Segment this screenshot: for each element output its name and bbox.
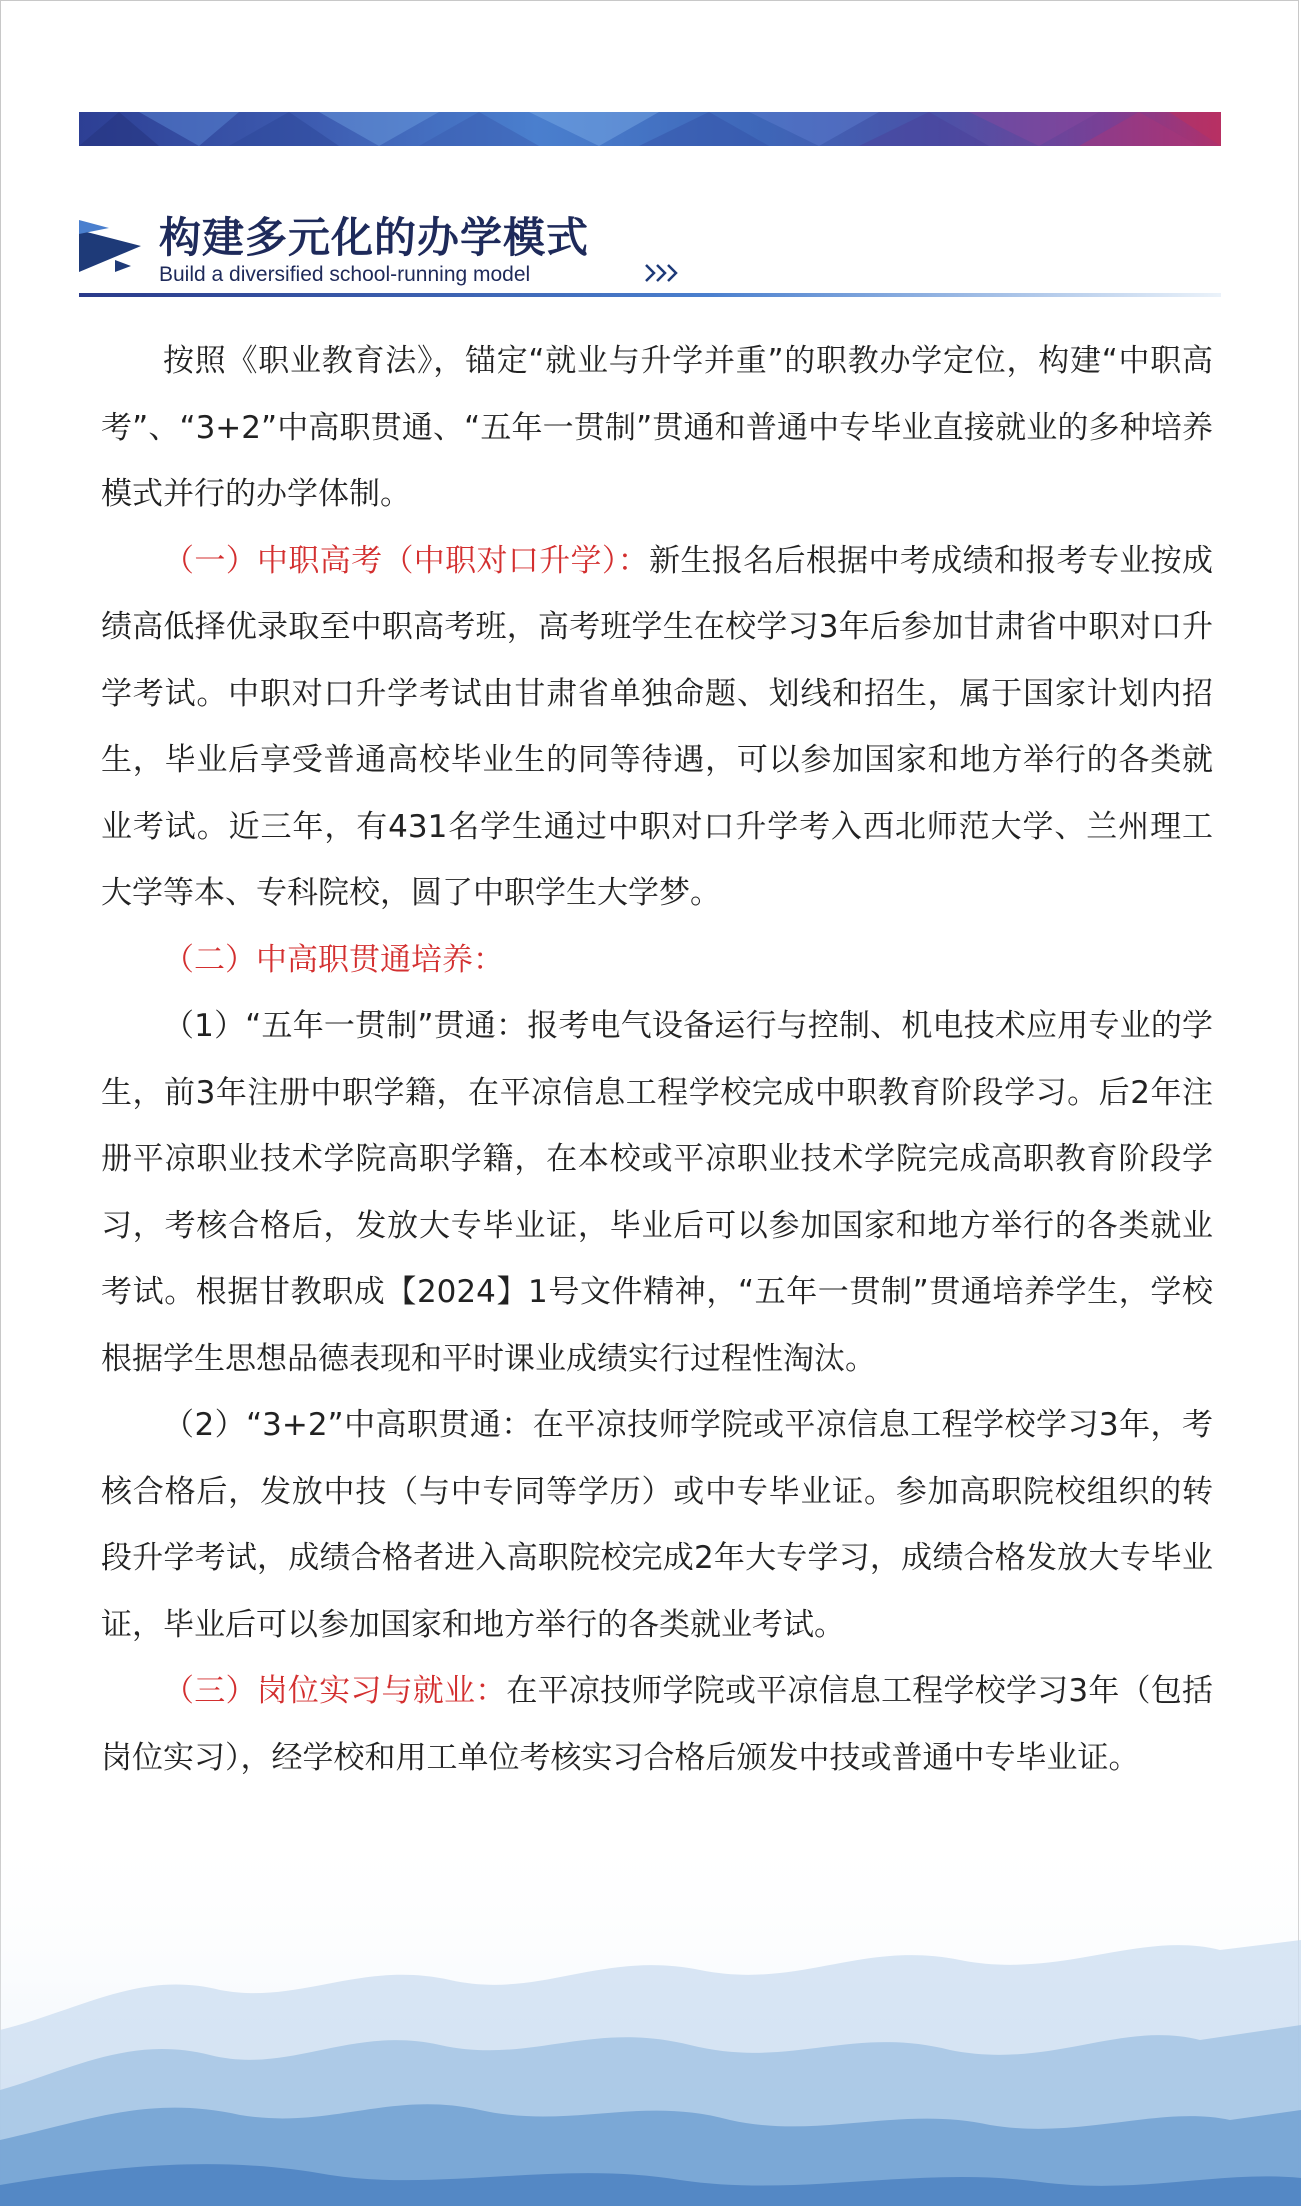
section1-text: 新生报名后根据中考成绩和报考专业按成绩高低择优录取至中职高考班，高考班学生在校学习3年后参加甘肃省中职对口升学考试。中职对口升学考试由甘肃省单独命题、划线和招生，属于国家计划内招生，毕业后享受普通高校毕业生的同等待遇，可以参加国家和地方举行的各类就业考试。近三年，有431名学生通过中职对口升学考入西北师范大学、兰州理工大学等本、专科院校，圆了中职学生大学梦。 — [101, 542, 1214, 911]
section2-label: （二）中高职贯通培养： — [163, 941, 504, 978]
item1-paragraph: （1）“五年一贯制”贯通：报考电气设备运行与控制、机电技术应用专业的学生，前3年注册中职学籍，在平凉信息工程学校完成中职教育阶段学习。后2年注册平凉职业技术学院高职学籍，在本校或平凉职业技术学院完成高职教育阶段学习，考核合格后，发放大专毕业证，毕业后可以参加国家和地方举行的各类就业考试。根据甘教职成【2024】1号文件精神，“五年一贯制”贯通培养学生，学校根据学生思想品德表现和平时课业成绩实行过程性淘汰。 — [101, 1008, 1213, 1377]
section-heading — [79, 205, 1221, 300]
section3-paragraph — [101, 1658, 1213, 1791]
section3-label: （三）岗位实习与就业： — [163, 1673, 507, 1709]
section1-label: （一）中职高考（中职对口升学）： — [163, 542, 650, 579]
article-body — [101, 328, 1213, 1791]
decorative-banner — [79, 112, 1221, 146]
heading-underline — [79, 293, 1221, 297]
section1-paragraph — [101, 528, 1213, 927]
intro-paragraph: 按照《职业教育法》，锚定“就业与升学并重”的职教办学定位，构建“中职高考”、“3+2”中高职贯通、“五年一贯制”贯通和普通中专毕业直接就业的多种培养模式并行的办学体制。 — [101, 343, 1213, 512]
mountain-landscape-background — [0, 1820, 1301, 2206]
heading-subtitle: Build a diversified school-running model — [159, 263, 531, 286]
banner-pattern — [79, 112, 1221, 146]
triple-chevron-right-icon — [644, 261, 684, 285]
heading-title: 构建多元化的办学模式 — [159, 213, 590, 262]
section2-paragraph — [101, 927, 1213, 994]
item2-paragraph: （2）“3+2”中高职贯通：在平凉技师学院或平凉信息工程学校学习3年，考核合格后，发放中技（与中专同等学历）或中专毕业证。参加高职院校组织的转段升学考试，成绩合格者进入高职院校完成2年大专学习，成绩合格发放大专毕业证，毕业后可以参加国家和地方举行的各类就业考试。 — [101, 1407, 1213, 1643]
play-arrow-icon — [79, 220, 149, 284]
section3-text: 在平凉技师学院或平凉信息工程学校学习3年（包括岗位实习），经学校和用工单位考核实习合格后颁发中技或普通中专毕业证。 — [101, 1673, 1213, 1776]
